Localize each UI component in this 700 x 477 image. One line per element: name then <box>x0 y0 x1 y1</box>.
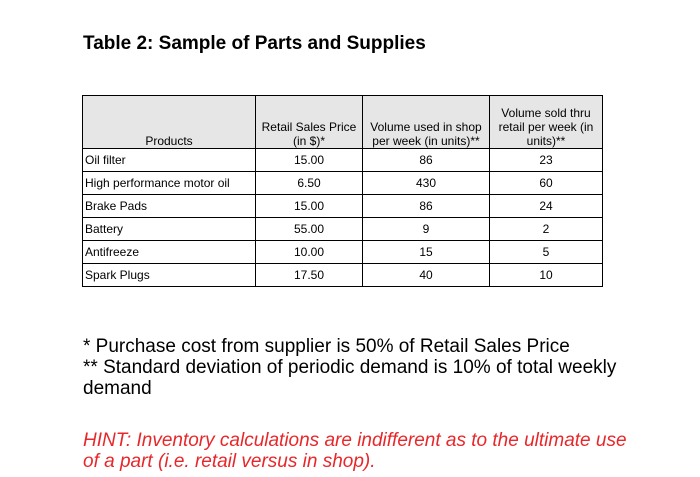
footnotes <box>83 336 643 399</box>
cell-product: High performance motor oil <box>83 172 256 195</box>
cell-price: 6.50 <box>256 172 363 195</box>
footnote-standard-deviation: ** Standard deviation of periodic demand is 10% of total weekly demand <box>83 357 617 399</box>
table-row <box>83 241 603 264</box>
table-row <box>83 195 603 218</box>
table-row <box>83 264 603 287</box>
cell-price: 55.00 <box>256 218 363 241</box>
parts-table <box>82 95 603 287</box>
table-title: Table 2: Sample of Parts and Supplies <box>83 33 426 54</box>
footnote-purchase-cost: * Purchase cost from supplier is 50% of Retail Sales Price <box>83 336 570 357</box>
cell-product: Battery <box>83 218 256 241</box>
header-volume-used-in-shop: Volume used in shop per week (in units)** <box>363 96 490 149</box>
header-products: Products <box>83 96 256 149</box>
cell-retail-volume: 24 <box>490 195 603 218</box>
cell-price: 15.00 <box>256 195 363 218</box>
cell-price: 10.00 <box>256 241 363 264</box>
cell-retail-volume: 5 <box>490 241 603 264</box>
cell-product: Spark Plugs <box>83 264 256 287</box>
table-header-row <box>83 96 603 149</box>
cell-retail-volume: 60 <box>490 172 603 195</box>
hint-text: HINT: Inventory calculations are indifferent as to the ultimate use of a part (i.e. retail versus in shop). <box>83 430 627 472</box>
cell-price: 17.50 <box>256 264 363 287</box>
cell-shop-volume: 40 <box>363 264 490 287</box>
cell-price: 15.00 <box>256 149 363 172</box>
cell-shop-volume: 430 <box>363 172 490 195</box>
cell-product: Antifreeze <box>83 241 256 264</box>
cell-retail-volume: 10 <box>490 264 603 287</box>
header-retail-sales-price: Retail Sales Price (in $)* <box>256 96 363 149</box>
cell-retail-volume: 2 <box>490 218 603 241</box>
table-row <box>83 149 603 172</box>
table-row <box>83 218 603 241</box>
cell-shop-volume: 86 <box>363 149 490 172</box>
header-volume-sold-retail: Volume sold thru retail per week (in units)** <box>490 96 603 149</box>
cell-shop-volume: 15 <box>363 241 490 264</box>
cell-product: Oil filter <box>83 149 256 172</box>
cell-shop-volume: 9 <box>363 218 490 241</box>
cell-shop-volume: 86 <box>363 195 490 218</box>
cell-product: Brake Pads <box>83 195 256 218</box>
cell-retail-volume: 23 <box>490 149 603 172</box>
table-row <box>83 172 603 195</box>
